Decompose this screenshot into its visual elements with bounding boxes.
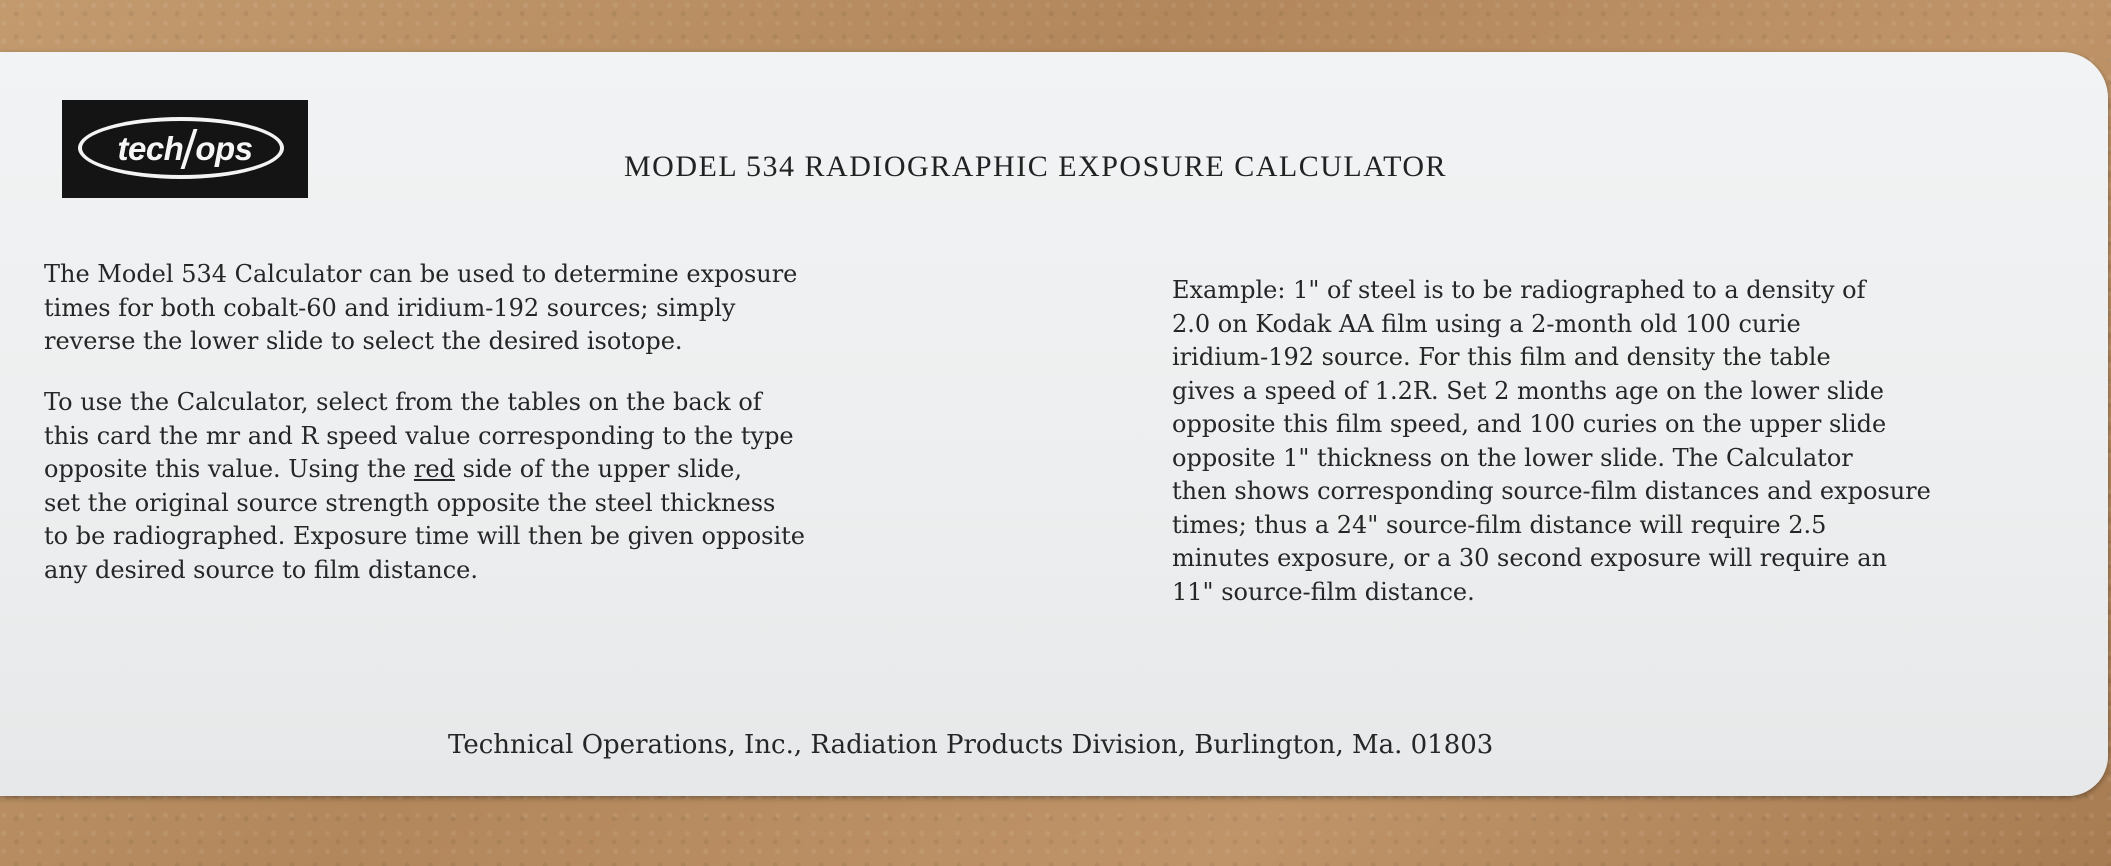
text-line: Example: 1" of steel is to be radiographed to a density of [1172,276,1866,304]
text-line: set the original source strength opposite the steel thickness [44,488,776,517]
text-line: times for both cobalt-60 and iridium-192 sources; simply [44,293,736,322]
example-paragraph [1172,274,2102,609]
instructions-paragraph [44,386,1064,587]
calculator-card [0,52,2108,796]
text-line: times; thus a 24" source-film distance will require 2.5 [1172,510,1827,539]
logo-text-tech: tech [117,130,184,167]
text-line [44,453,1064,487]
text-line: opposite 1" thickness on the lower slide. The Calculator [1172,443,1853,472]
text-line: The Model 534 Calculator can be used to determine exposure [44,260,798,288]
logo-text [90,127,280,171]
red-underlined-word: red [413,455,455,483]
text-line: To use the Calculator, select from the tables on the back of [44,388,762,416]
text-line: any desired source to film distance. [44,555,478,584]
text-line: then shows corresponding source-film distances and exposure [1172,477,1931,505]
page-title: MODEL 534 RADIOGRAPHIC EXPOSURE CALCULATOR [624,150,1448,183]
text-line: 2.0 on Kodak AA film using a 2-month old 100 curie [1172,309,1801,338]
text-line: gives a speed of 1.2R. Set 2 months age on the lower slide [1172,376,1884,405]
footer-address: Technical Operations, Inc., Radiation Products Division, Burlington, Ma. 01803 [448,730,1494,760]
tech-ops-logo [62,100,308,198]
text-line: reverse the lower slide to select the desired isotope. [44,327,683,355]
text-line: this card the mr and R speed value corresponding to the type [44,421,794,450]
text-line: to be radiographed. Exposure time will then be given opposite [44,522,805,550]
text-line: minutes exposure, or a 30 second exposure will require an [1172,544,1887,572]
logo-text-ops: ops [195,130,253,167]
text-fragment: opposite this value. Using the [44,455,414,483]
text-line: iridium-192 source. For this film and density the table [1172,343,1831,371]
text-line: opposite this film speed, and 100 curies on the upper slide [1172,410,1887,438]
text-fragment: side of the upper slide, [454,455,742,483]
text-line: 11" source-film distance. [1172,577,1475,606]
intro-paragraph [44,258,1064,359]
